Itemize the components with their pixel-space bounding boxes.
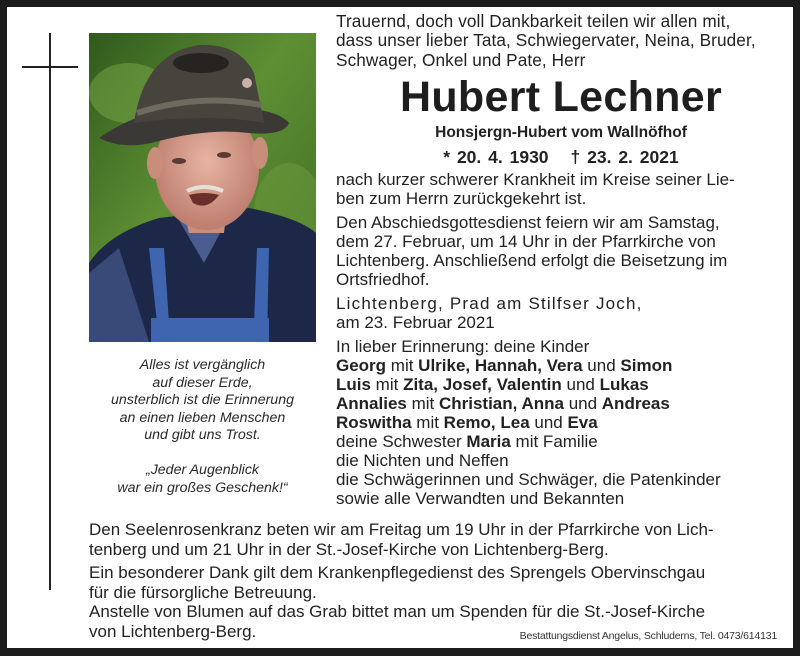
quote-verse-line: Alles ist vergänglich [139,357,266,373]
family-name: Simon [620,355,673,375]
passing-text [336,170,786,208]
donation-line: Anstelle von Blumen auf das Grab bittet man um Spenden für die St.-Josef-Kirche [89,602,706,621]
family-name: Eva [567,412,598,432]
mourners-heading: In lieber Erinnerung: deine Kinder [336,336,590,356]
deceased-name: Hubert Lechner [400,72,722,121]
sister-name: Maria [466,431,511,451]
connector: und [563,393,602,413]
connector: mit [411,412,444,432]
intro-line: Schwager, Onkel und Pate, Herr [336,49,586,70]
donation-line: von Lichtenberg-Berg. [89,621,257,641]
service-line: Lichtenberg. Anschließend erfolgt die Beisetzung im [336,250,728,270]
child-row [336,413,786,432]
intro-line: Trauernd, doch voll Dankbarkeit teilen wir allen mit, [336,11,731,31]
sister-suffix: mit Familie [510,431,598,451]
service-line: dem 27. Februar, um 14 Uhr in der Pfarrkirche von [336,231,716,251]
family-names: Zita, Josef, Valentin [403,374,562,394]
family-name: Andreas [601,393,670,413]
passing-line: ben zum Herrn zurückgekehrt ist. [336,188,587,208]
connector: mit [406,393,439,413]
portrait-photo [89,33,316,342]
connector: mit [370,374,404,394]
funeral-home-credit: Bestattungsdienst Angelus, Schluderns, Tel. 0473/614131 [519,630,777,642]
connector: mit [386,355,419,375]
child-name: Annalies [336,393,407,413]
thanks-line: Ein besonderer Dank gilt dem Krankenpflegedienst des Sprengels Obervinschgau [89,563,706,582]
quote-verse-line: und gibt uns Trost. [144,427,261,444]
place: Lichtenberg, Prad am Stilfser Joch, [336,293,643,313]
quote-saying-line: war ein großes Geschenk!“ [117,479,288,496]
sister-row [336,432,786,451]
obituary-notice [7,7,793,648]
birth-date: * 20. 4. 1930 [443,146,549,167]
cross-icon-horizontal [22,66,78,68]
portrait-illustration [89,33,316,342]
connector: und [529,412,568,432]
rosary-line: Den Seelenrosenkranz beten wir am Freitag um 19 Uhr in der Pfarrkirche von Lich- [89,520,714,539]
life-dates [336,144,786,170]
child-name: Roswitha [336,412,412,432]
mourners-other: die Nichten und Neffen [336,450,509,470]
thanks-line: für die fürsorgliche Betreuung. [89,582,317,602]
service-text [336,213,786,289]
child-name: Georg [336,355,387,375]
family-names: Christian, Anna [438,393,564,413]
quote-verse-line: an einen lieben Menschen [119,409,286,426]
child-row [336,356,786,375]
connector: und [561,374,600,394]
service-line: Ortsfriedhof. [336,269,430,289]
intro-text [336,12,786,70]
rosary-text [89,520,789,559]
thanks-text [89,563,789,602]
place-and-date [336,294,786,332]
mourners-other: die Schwägerinnen und Schwäger, die Patenkinder [336,469,721,489]
sister-prefix: deine Schwester [336,431,467,451]
death-date: † 23. 2. 2021 [570,146,679,167]
notice-text-column [336,12,786,508]
quote-verse-line: unsterblich ist die Erinnerung [111,392,294,409]
bottom-notes [89,520,789,641]
family-name: Lukas [599,374,649,394]
child-row [336,375,786,394]
mourners-other: sowie alle Verwandten und Bekannten [336,488,625,508]
memorial-quote [89,357,316,497]
rosary-line: tenberg und um 21 Uhr in der St.-Josef-Kirche von Lichtenberg-Berg. [89,539,609,559]
quote-verse-line: auf dieser Erde, [152,374,253,391]
family-names: Remo, Lea [443,412,530,432]
cross-icon-vertical [49,33,51,590]
child-name: Luis [336,374,371,394]
child-row [336,394,786,413]
deceased-nickname: Honsjergn-Hubert vom Wallnöfhof [435,123,687,141]
quote-saying-line: „Jeder Augenblick [145,461,260,478]
intro-line: dass unser lieber Tata, Schwiegervater, Neina, Bruder, [336,30,756,51]
passing-line: nach kurzer schwerer Krankheit im Kreise seiner Lie- [336,169,735,189]
family-names: Ulrike, Hannah, Vera [418,355,583,375]
service-line: Den Abschiedsgottesdienst feiern wir am Samstag, [336,212,720,232]
date: am 23. Februar 2021 [336,312,495,332]
mourners-list [336,337,786,508]
connector: und [582,355,621,375]
